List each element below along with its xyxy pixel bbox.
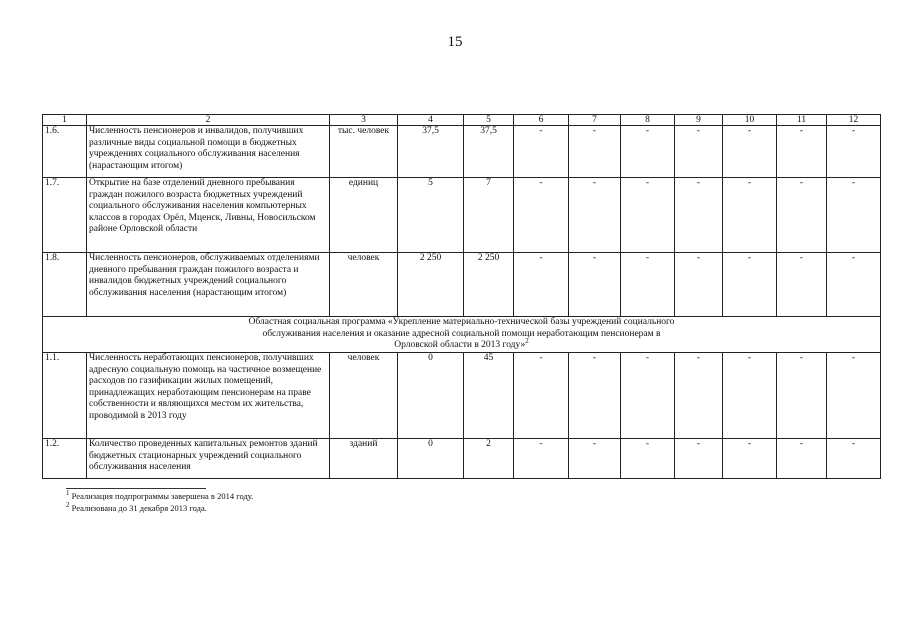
value-cell: 2 250 bbox=[398, 253, 464, 317]
value-cell: - bbox=[569, 126, 621, 178]
section-title bbox=[43, 317, 881, 353]
indicator-name: Численность пенсионеров и инвалидов, получивших различные виды социальной помощи в бюджетных учреждениях социального обслуживания населения (нарастающим итогом) bbox=[87, 126, 330, 178]
value-cell: - bbox=[777, 126, 827, 178]
value-cell: 2 250 bbox=[464, 253, 514, 317]
row-number: 1.8. bbox=[43, 253, 87, 317]
header-cell: 2 bbox=[87, 115, 330, 126]
value-cell: - bbox=[569, 439, 621, 479]
value-cell: - bbox=[675, 253, 723, 317]
footnote-mark: 2 bbox=[66, 501, 70, 510]
indicator-name: Численность неработающих пенсионеров, получивших адресную социальную помощь на частичное возмещение расходов по газификации жилых помещений, принадлежащих неработающим пенсионерам на праве собственности и являющихся местом их жительства, проводимой в 2013 году bbox=[87, 353, 330, 439]
unit-cell: единиц bbox=[330, 178, 398, 253]
value-cell: - bbox=[827, 439, 881, 479]
section-row bbox=[43, 317, 881, 353]
footnote-divider bbox=[66, 488, 206, 489]
value-cell: - bbox=[675, 353, 723, 439]
header-cell: 1 bbox=[43, 115, 87, 126]
value-cell: - bbox=[723, 126, 777, 178]
value-cell: - bbox=[621, 353, 675, 439]
value-cell: 37,5 bbox=[464, 126, 514, 178]
row-number: 1.2. bbox=[43, 439, 87, 479]
table-header-row bbox=[43, 115, 881, 126]
value-cell: - bbox=[827, 178, 881, 253]
unit-cell: человек bbox=[330, 353, 398, 439]
value-cell: - bbox=[723, 353, 777, 439]
value-cell: - bbox=[675, 126, 723, 178]
value-cell: - bbox=[777, 253, 827, 317]
value-cell: 7 bbox=[464, 178, 514, 253]
header-cell: 5 bbox=[464, 115, 514, 126]
header-cell: 6 bbox=[514, 115, 569, 126]
value-cell: - bbox=[723, 439, 777, 479]
header-cell: 11 bbox=[777, 115, 827, 126]
value-cell: - bbox=[723, 253, 777, 317]
value-cell: - bbox=[621, 126, 675, 178]
value-cell: - bbox=[621, 439, 675, 479]
row-number: 1.7. bbox=[43, 178, 87, 253]
value-cell: - bbox=[514, 353, 569, 439]
row-number: 1.1. bbox=[43, 353, 87, 439]
value-cell: - bbox=[675, 439, 723, 479]
value-cell: - bbox=[777, 439, 827, 479]
header-cell: 7 bbox=[569, 115, 621, 126]
value-cell: 5 bbox=[398, 178, 464, 253]
value-cell: 0 bbox=[398, 353, 464, 439]
indicator-name: Количество проведенных капитальных ремонтов зданий бюджетных стационарных учреждений социального обслуживания населения bbox=[87, 439, 330, 479]
value-cell: - bbox=[827, 353, 881, 439]
value-cell: 2 bbox=[464, 439, 514, 479]
value-cell: 0 bbox=[398, 439, 464, 479]
header-cell: 3 bbox=[330, 115, 398, 126]
footnote bbox=[66, 490, 253, 502]
value-cell: - bbox=[621, 178, 675, 253]
footnotes bbox=[66, 490, 253, 514]
indicator-name: Открытие на базе отделений дневного пребывания граждан пожилого возраста бюджетных учреждений социального обслуживания населения компьютерных классов в городах Орёл, Мценск, Ливны, Новосильском районе Орловской области bbox=[87, 178, 330, 253]
value-cell: 45 bbox=[464, 353, 514, 439]
footnote-text: Реализована до 31 декабря 2013 года. bbox=[69, 503, 207, 513]
value-cell: - bbox=[621, 253, 675, 317]
value-cell: - bbox=[675, 178, 723, 253]
unit-cell: тыс. человек bbox=[330, 126, 398, 178]
footnote-mark: 1 bbox=[66, 489, 70, 498]
value-cell: - bbox=[569, 178, 621, 253]
header-cell: 8 bbox=[621, 115, 675, 126]
value-cell: 37,5 bbox=[398, 126, 464, 178]
value-cell: - bbox=[827, 253, 881, 317]
value-cell: - bbox=[569, 253, 621, 317]
indicators-table bbox=[42, 114, 881, 479]
value-cell: - bbox=[514, 126, 569, 178]
footnote-mark: 2 bbox=[525, 336, 529, 345]
unit-cell: человек bbox=[330, 253, 398, 317]
value-cell: - bbox=[514, 178, 569, 253]
footnote bbox=[66, 502, 253, 514]
value-cell: - bbox=[514, 253, 569, 317]
value-cell: - bbox=[569, 353, 621, 439]
table-row bbox=[43, 126, 881, 178]
table-row bbox=[43, 178, 881, 253]
value-cell: - bbox=[723, 178, 777, 253]
value-cell: - bbox=[777, 353, 827, 439]
header-cell: 4 bbox=[398, 115, 464, 126]
table-row bbox=[43, 253, 881, 317]
row-number: 1.6. bbox=[43, 126, 87, 178]
table-row bbox=[43, 439, 881, 479]
header-cell: 12 bbox=[827, 115, 881, 126]
section-title-text: Областная социальная программа «Укрепление материально-технической базы учреждений социального обслуживания населения и оказание адресной социальной помощи неработающим пенсионерам в Орловской области в 2013 году»$^2$ bbox=[248, 317, 675, 350]
footnote-text: Реализация подпрограммы завершена в 2014 году. bbox=[69, 491, 254, 501]
value-cell: - bbox=[514, 439, 569, 479]
indicator-name: Численность пенсионеров, обслуживаемых отделениями дневного пребывания граждан пожилого возраста и инвалидов бюджетных учреждений социального обслуживания населения (нарастающим итогом) bbox=[87, 253, 330, 317]
unit-cell: зданий bbox=[330, 439, 398, 479]
value-cell: - bbox=[827, 126, 881, 178]
header-cell: 10 bbox=[723, 115, 777, 126]
page-number: 15 bbox=[447, 34, 463, 50]
header-cell: 9 bbox=[675, 115, 723, 126]
table-row bbox=[43, 353, 881, 439]
value-cell: - bbox=[777, 178, 827, 253]
